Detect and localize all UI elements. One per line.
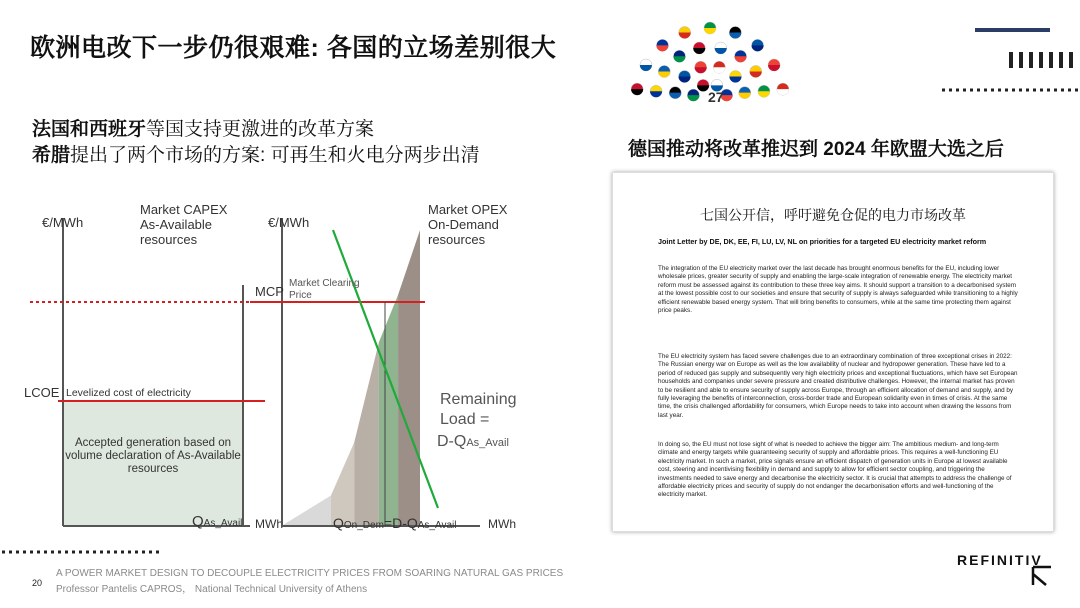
brand-logo: REFINITIV bbox=[957, 552, 1043, 568]
opex-x-marker-left-main: Q bbox=[333, 515, 344, 531]
area-text-line3: resources bbox=[127, 463, 179, 475]
decor-top-bar bbox=[975, 28, 1050, 32]
merit-order-curve bbox=[283, 230, 420, 525]
lcoe-description: Levelized cost of electricity bbox=[66, 387, 191, 399]
country-flag-icon bbox=[704, 22, 716, 34]
country-flag-icon bbox=[758, 85, 770, 97]
merit-order-step bbox=[354, 342, 379, 525]
subtitle-line-1-rest: 等国支持更激进的改革方案 bbox=[146, 119, 375, 140]
country-flag-icon bbox=[631, 83, 643, 95]
subtitle-line-2-rest: 提出了两个市场的方案: 可再生和火电分两步出清 bbox=[70, 145, 480, 166]
subtitle-line-2 bbox=[32, 140, 480, 167]
country-flag-icon bbox=[640, 59, 652, 71]
slide-title: 欧洲电改下一步仍很艰难: 各国的立场差别很大 bbox=[30, 34, 557, 62]
country-flag-icon bbox=[650, 85, 662, 97]
capex-diagram bbox=[24, 202, 283, 531]
remaining-line3 bbox=[437, 433, 509, 450]
brand-logo-mark-icon bbox=[1030, 565, 1054, 587]
capex-x-marker-main: Q bbox=[192, 513, 204, 530]
remaining-line1: Remaining bbox=[440, 391, 517, 408]
letter-paragraph-3: In doing so, the EU must not lose sight of what is needed to achieve the bigger aim: The ambitious medium- and long-term climate and energy targets while guaranteeing security of supply and affordable prices. This requires a well-functioning EU electricity market. In such a market, price signals ensure an efficient dispatch of generation units in Europe at lowest available cost, steering and incentivising flexibility in demand and supply to allow for efficient sector coupling, and triggering the investments needed to save energy and decarbonise the electricity sector. It is crucial that attempts to address the challenge of affordable electricity prices and security of supply do not endanger the decarbonisation efforts and well-functioning of the electricity market. bbox=[658, 441, 1012, 499]
mcp-desc-line2: Price bbox=[289, 290, 312, 301]
opex-x-label: MWh bbox=[488, 517, 516, 531]
country-flag-icon bbox=[679, 71, 691, 83]
opex-title-line2: On-Demand bbox=[428, 217, 499, 232]
capex-title-line3: resources bbox=[140, 232, 198, 247]
merit-order-step bbox=[283, 496, 331, 526]
country-flag-icon bbox=[693, 42, 705, 54]
letter-paragraph-1: The integration of the EU electricity market over the last decade has brought enormous benefits for the EU, including lower wholesale prices, greater security of supply and enabling the large-scale integration of renewable energy. The electricity market reform must be assessed against its contribution to these three key aims. It should support a transition to a decarbonised system at the lowest possible cost to our societies and ensure that security of supply is always safeguarded while transitioning to a highly efficient renewable based energy system. That will bring benefits to consumers, while at the same time protecting them against price peaks. bbox=[658, 265, 1018, 315]
country-flag-icon bbox=[713, 61, 725, 73]
country-flag-icon bbox=[656, 39, 668, 51]
country-flag-icon bbox=[735, 50, 747, 62]
opex-x-marker-eq: =D- bbox=[383, 515, 407, 531]
decor-dotted-line bbox=[940, 86, 1080, 94]
capex-title-line2: As-Available bbox=[140, 217, 213, 232]
opex-title-line3: resources bbox=[428, 232, 486, 247]
country-flag-icon bbox=[777, 83, 789, 95]
capex-y-label: €/MWh bbox=[42, 215, 84, 230]
subtitle-line-1 bbox=[32, 114, 374, 141]
opex-title-line1: Market OPEX bbox=[428, 202, 508, 217]
market-diagrams bbox=[0, 190, 600, 540]
subtitle-line-1-bold: 法国和西班牙 bbox=[32, 119, 147, 140]
remaining-line2: Load = bbox=[440, 411, 490, 428]
page-number: 20 bbox=[32, 578, 43, 588]
joint-letter-document bbox=[612, 172, 1054, 532]
eu-flags-graphic bbox=[630, 10, 790, 110]
area-text-line1: Accepted generation based on bbox=[74, 437, 232, 449]
eu-count: 27 bbox=[708, 89, 724, 105]
capex-x-label: MWh bbox=[255, 517, 283, 531]
country-flag-icon bbox=[750, 65, 762, 77]
letter-chinese-title: 七国公开信，呼吁避免仓促的电力市场改革 bbox=[700, 207, 966, 223]
letter-heading: Joint Letter by DE, DK, EE, FI, LU, LV, NL on priorities for a targeted EU electricity market reform bbox=[658, 237, 987, 246]
opex-y-label: €/MWh bbox=[268, 215, 310, 230]
country-flag-icon bbox=[673, 50, 685, 62]
footer-dotted-line bbox=[0, 548, 160, 556]
country-flag-icon bbox=[768, 59, 780, 71]
footer-source-line2: Professor Pantelis CAPROS， National Technical University of Athens bbox=[56, 584, 368, 595]
letter-paragraph-2: The EU electricity system has faced severe challenges due to an extraordinary combination of three exceptional crises in 2022: The Russian energy war on Europe as well as the low availability of nuclear and hydropower generation. These have led to a period of reduced gas supply and subsequently very high electricity prices and exceptional fluctuations, which have set European households and companies under severe pressure and created distributive challenges. However, the internal market has proven to be resilient and able to ensure security of supply across Europe, through an efficient allocation of demand and supply, and by fully leveraging the benefits of interconnection, cross-border trade and European solidarity even in times of crisis. At the same time, the crisis challenged affordability for consumers, which Europe needs to take into account when drawing the lessons from last year. bbox=[658, 353, 1018, 419]
country-flag-icon bbox=[715, 42, 727, 54]
remaining-line3-sub: As_Avail bbox=[466, 437, 509, 449]
subtitle-line-2-bold: 希腊 bbox=[32, 145, 71, 166]
country-flag-icon bbox=[729, 71, 741, 83]
opex-diagram bbox=[250, 202, 516, 531]
country-flag-icon bbox=[752, 39, 764, 51]
capex-title-line1: Market CAPEX bbox=[140, 202, 228, 217]
merit-order-step bbox=[331, 442, 354, 525]
opex-x-marker-right-main: Q bbox=[406, 515, 418, 531]
remaining-line3-main: D-Q bbox=[437, 433, 467, 450]
lcoe-label: LCOE bbox=[24, 385, 60, 400]
merit-order-step bbox=[398, 230, 420, 525]
opex-x-marker-left-sub: On_Dem bbox=[343, 520, 384, 531]
country-flag-icon bbox=[695, 61, 707, 73]
opex-x-marker-right-sub: As_Avail bbox=[417, 520, 457, 531]
country-flag-icon bbox=[729, 26, 741, 38]
area-text-line2: volume declaration of As-Available bbox=[65, 450, 241, 462]
capex-x-marker-sub: As_Avail bbox=[203, 518, 243, 529]
country-flag-icon bbox=[679, 26, 691, 38]
country-flag-icon bbox=[739, 87, 751, 99]
mcp-desc-line1: Market Clearing bbox=[289, 278, 360, 289]
country-flag-icon bbox=[687, 89, 699, 101]
merit-order-step bbox=[379, 295, 398, 525]
footer-source-line1: A POWER MARKET DESIGN TO DECOUPLE ELECTRICITY PRICES FROM SOARING NATURAL GAS PRICES bbox=[56, 568, 564, 579]
country-flag-icon bbox=[669, 87, 681, 99]
country-flag-icon bbox=[658, 65, 670, 77]
decor-vertical-bars bbox=[1005, 52, 1080, 72]
mcp-label: MCP bbox=[255, 284, 284, 299]
right-caption: 德国推动将改革推迟到 2024 年欧盟大选之后 bbox=[628, 139, 1004, 160]
